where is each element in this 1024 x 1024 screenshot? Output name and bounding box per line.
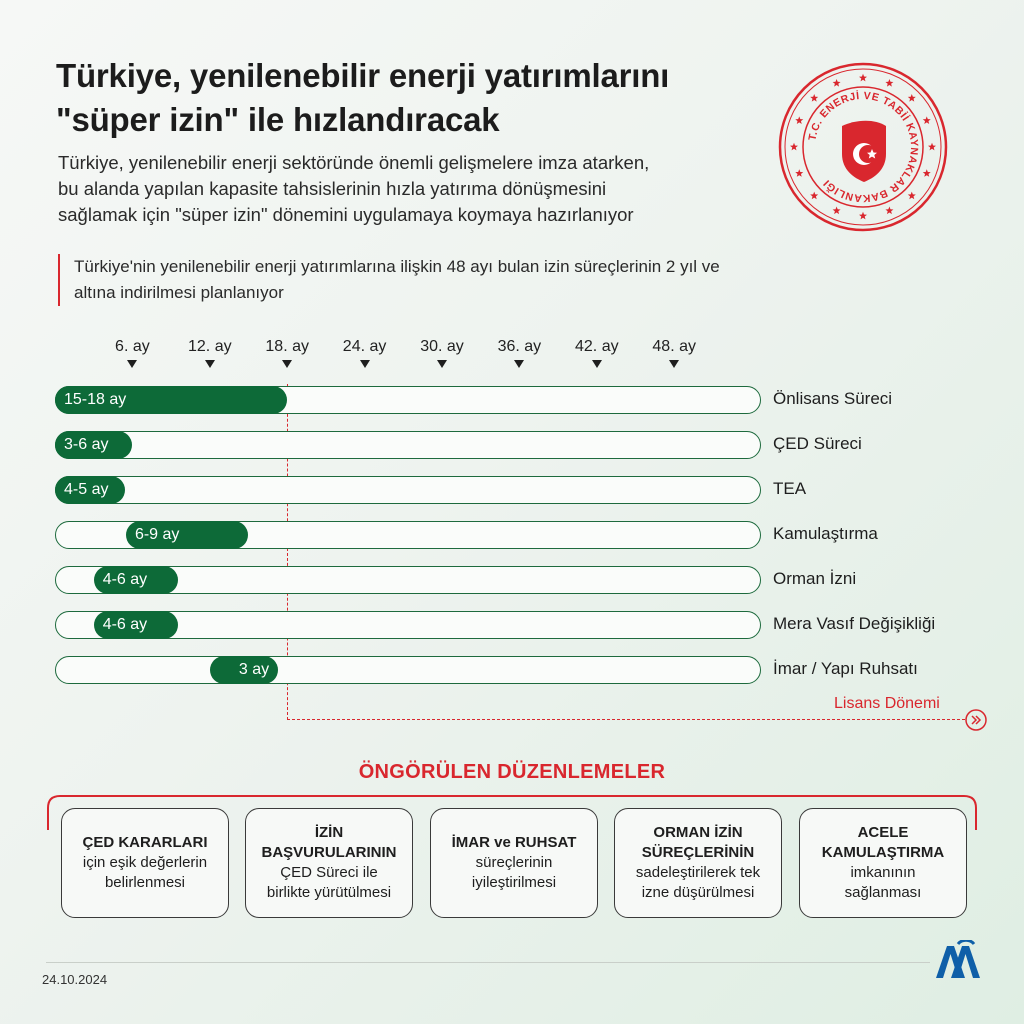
lead-paragraph xyxy=(58,150,778,228)
seal-star-icon xyxy=(923,116,931,124)
x-tick-label: 48. ay xyxy=(652,338,696,355)
footer-divider xyxy=(46,962,930,963)
regulation-card-heading: ÇED KARARLARI xyxy=(82,834,208,851)
tick-arrow-icon xyxy=(282,360,292,368)
bar-category-label: Kamulaştırma xyxy=(773,524,878,543)
seal-star-icon xyxy=(908,94,916,102)
regulation-card-text: izne düşürülmesi xyxy=(641,884,755,901)
regulation-card-text: birlikte yürütülmesi xyxy=(266,884,392,901)
seal-star-icon xyxy=(833,79,841,87)
bar-category-label: İmar / Yapı Ruhsatı xyxy=(773,659,918,678)
lead-line: Türkiye, yenilenebilir enerji sektöründe önemli gelişmelere imza atarken, xyxy=(58,152,650,173)
seal-star-icon xyxy=(885,79,893,87)
seal-star-icon xyxy=(833,207,841,215)
seal-star-icon xyxy=(810,94,818,102)
x-tick-label: 42. ay xyxy=(575,338,619,355)
regulations-title: ÖNGÖRÜLEN DÜZENLEMELER xyxy=(358,761,666,783)
x-tick xyxy=(402,338,482,368)
x-tick-label: 12. ay xyxy=(188,338,232,355)
seal-star-icon xyxy=(810,192,818,200)
x-tick xyxy=(92,338,172,368)
page-title xyxy=(56,54,756,142)
x-tick xyxy=(170,338,250,368)
tick-arrow-icon xyxy=(205,360,215,368)
regulation-card-text: ÇED Süreci ile xyxy=(280,864,378,881)
lead-line: bu alanda yapılan kapasite tahsislerinin hızla yatırıma dönüşmesini xyxy=(58,178,607,199)
seal-star-icon xyxy=(885,207,893,215)
license-period-label: Lisans Dönemi xyxy=(834,695,940,712)
publish-date: 24.10.2024 xyxy=(42,972,108,987)
x-tick-label: 24. ay xyxy=(342,338,387,355)
x-tick xyxy=(557,338,637,368)
tick-arrow-icon xyxy=(437,360,447,368)
seal-ring-text: T.C. ENERJİ VE TABİİ KAYNAKLAR BAKANLIĞI xyxy=(806,89,921,205)
title-line: "süper izin" ile hızlandıracak xyxy=(56,101,500,138)
title-line: Türkiye, yenilenebilir enerji yatırımlarını xyxy=(56,57,670,94)
bar-category-label: ÇED Süreci xyxy=(773,434,862,453)
seal-star-icon xyxy=(859,74,867,82)
regulation-card-text: için eşik değerlerin xyxy=(82,854,208,871)
regulation-card-text: sadeleştirilerek tek xyxy=(635,864,761,881)
subnote xyxy=(58,254,854,306)
seal-star-icon xyxy=(928,143,936,151)
regulation-card-text: sağlanması xyxy=(844,884,922,901)
seal-star-icon xyxy=(923,169,931,177)
bar-category-label: Orman İzni xyxy=(773,569,857,588)
bar: 4-6 ay xyxy=(94,566,178,594)
subnote-line: Türkiye'nin yenilenebilir enerji yatırımlarına ilişkin 48 ayı bulan izin süreçlerinin 2 yıl ve xyxy=(74,257,720,276)
bar-category-label: TEA xyxy=(773,479,807,498)
bar: 4-6 ay xyxy=(94,611,178,639)
bar-track xyxy=(55,476,761,504)
regulation-card xyxy=(614,808,782,918)
x-tick xyxy=(325,338,405,368)
x-tick xyxy=(634,338,714,368)
regulation-card-text: belirlenmesi xyxy=(104,874,186,891)
seal-star-icon xyxy=(908,192,916,200)
regulation-card xyxy=(245,808,413,918)
seal-star-icon xyxy=(790,143,798,151)
regulation-card-text: süreçlerinin xyxy=(475,854,553,871)
aa-logo xyxy=(934,940,982,980)
bar-track xyxy=(55,656,761,684)
seal-star-icon xyxy=(795,169,803,177)
regulation-card-heading: BAŞVURULARININ xyxy=(261,844,397,861)
regulation-card-heading: ACELE xyxy=(857,824,909,841)
x-tick-label: 6. ay xyxy=(115,338,150,355)
regulation-card-heading: İZİN xyxy=(314,824,344,841)
x-tick-label: 18. ay xyxy=(265,338,309,355)
ministry-seal-logo xyxy=(778,62,948,232)
tick-arrow-icon xyxy=(592,360,602,368)
tick-arrow-icon xyxy=(360,360,370,368)
regulation-card-heading: KAMULAŞTIRMA xyxy=(821,844,945,861)
seal-star-icon xyxy=(795,116,803,124)
tick-arrow-icon xyxy=(127,360,137,368)
x-tick-label: 30. ay xyxy=(420,338,464,355)
bar: 6-9 ay xyxy=(126,521,249,549)
tick-arrow-icon xyxy=(514,360,524,368)
x-tick xyxy=(247,338,327,368)
regulation-card-heading: İMAR ve RUHSAT xyxy=(451,834,577,851)
regulation-card-text: iyileştirilmesi xyxy=(471,874,557,891)
bar-track xyxy=(55,431,761,459)
x-tick-label: 36. ay xyxy=(497,338,542,355)
bar: 3 ay xyxy=(210,656,278,684)
regulation-card xyxy=(799,808,967,918)
bar: 15-18 ay xyxy=(55,386,287,414)
license-period-dashed-horizontal xyxy=(287,719,965,720)
regulation-card xyxy=(61,808,229,918)
seal-star-icon xyxy=(859,212,867,220)
x-tick xyxy=(479,338,559,368)
bar: 3-6 ay xyxy=(55,431,132,459)
bar-category-label: Mera Vasıf Değişikliği xyxy=(773,614,936,633)
tick-arrow-icon xyxy=(669,360,679,368)
bar-category-label: Önlisans Süreci xyxy=(773,389,893,408)
double-chevron-right-icon xyxy=(965,709,987,731)
subnote-line: altına indirilmesi planlanıyor xyxy=(74,283,284,302)
regulation-card xyxy=(430,808,598,918)
regulation-card-text: imkanının xyxy=(850,864,916,881)
lead-line: sağlamak için "süper izin" dönemini uygulamaya koymaya hazırlanıyor xyxy=(58,204,634,225)
bar: 4-5 ay xyxy=(55,476,125,504)
regulation-card-heading: SÜREÇLERİNİN xyxy=(641,844,755,861)
regulation-card-heading: ORMAN İZİN xyxy=(653,824,743,841)
